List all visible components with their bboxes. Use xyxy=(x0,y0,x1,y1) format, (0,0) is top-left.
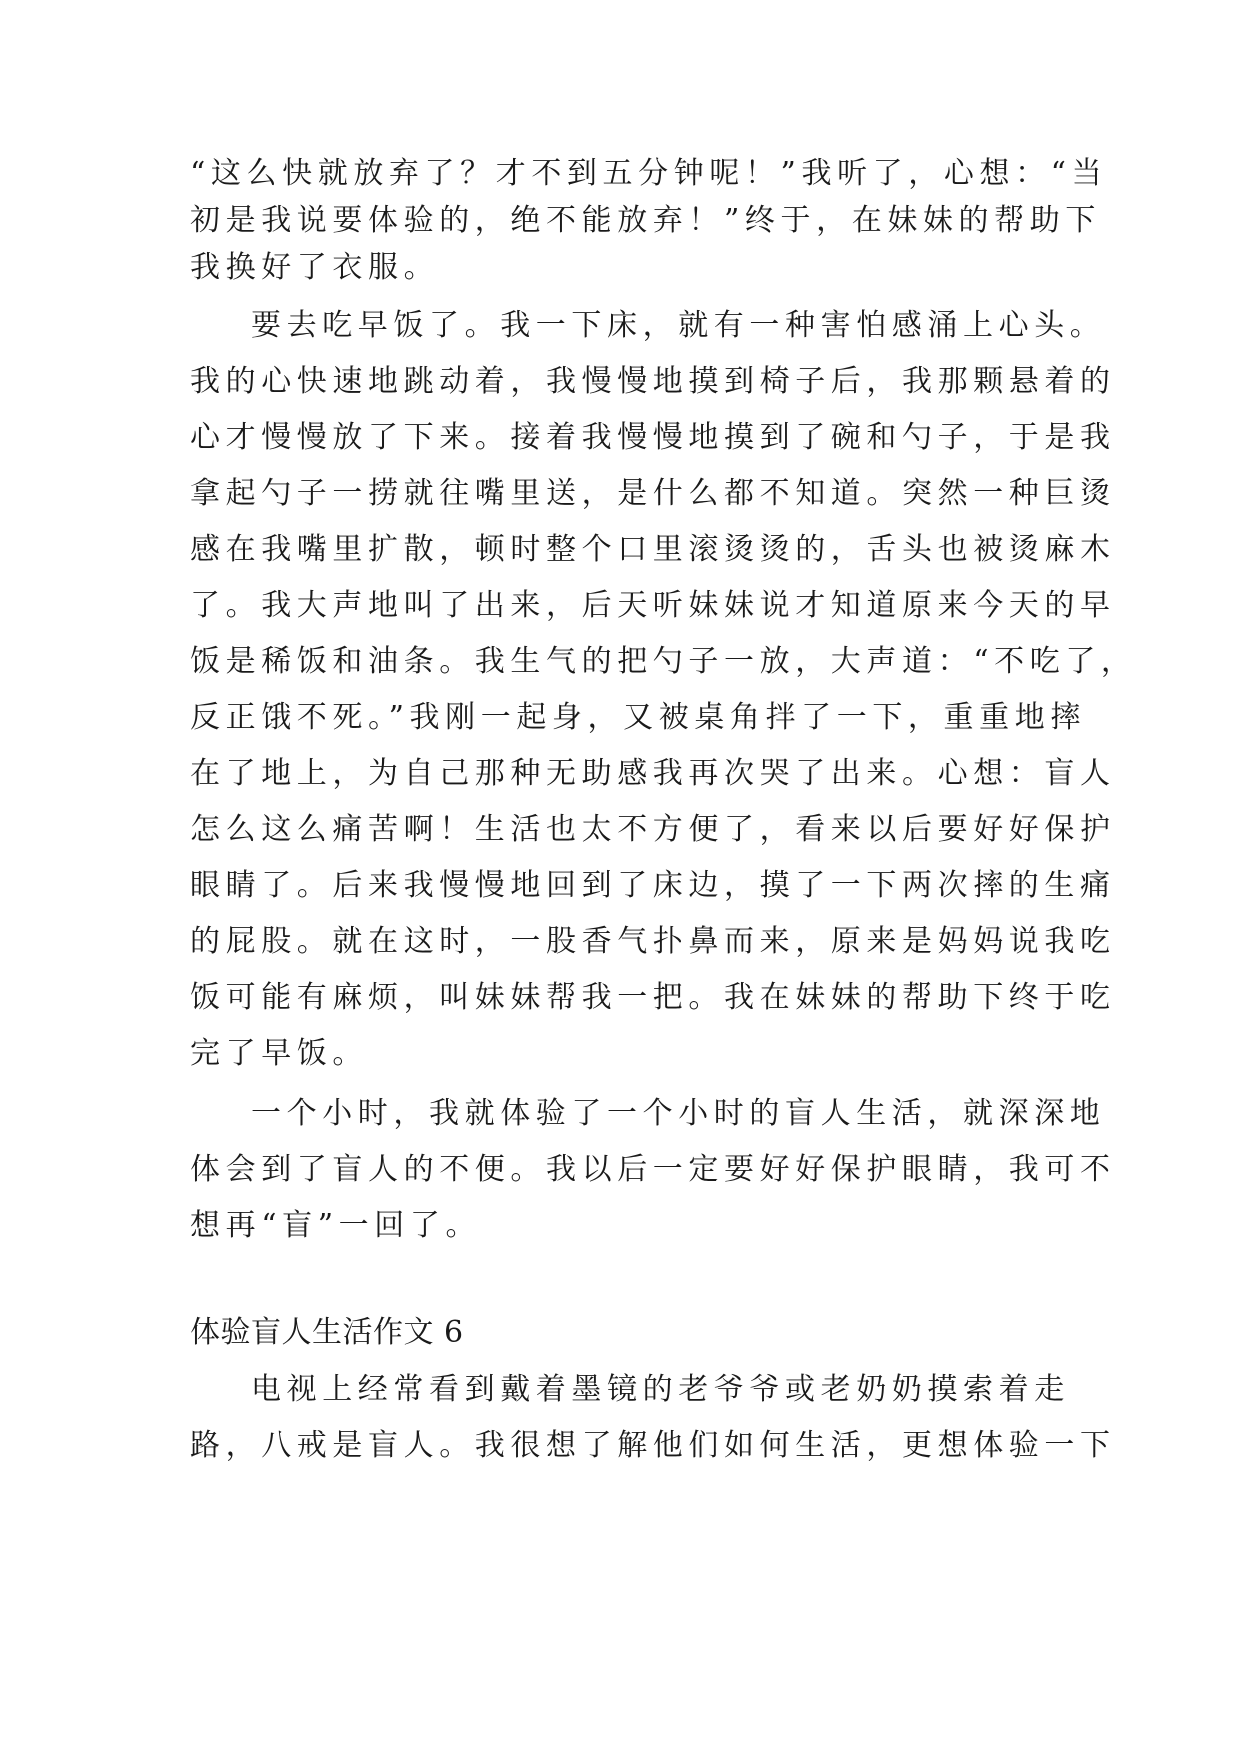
text-line: 路，八戒是盲人。我很想了解他们如何生活，更想体验一下 xyxy=(190,1428,1116,1463)
text-line: 完了早饭。 xyxy=(190,1036,368,1071)
text-line: 眼睛了。后来我慢慢地回到了床边，摸了一下两次摔的生痛 xyxy=(190,868,1116,903)
text-line: 心才慢慢放了下来。接着我慢慢地摸到了碗和勺子，于是我 xyxy=(190,420,1116,455)
text-line: 的屁股。就在这时，一股香气扑鼻而来，原来是妈妈说我吃 xyxy=(190,924,1116,959)
text-line: 我的心快速地跳动着，我慢慢地摸到椅子后，我那颗悬着的 xyxy=(190,364,1116,399)
text-line: 反正饿不死。”我刚一起身，又被桌角拌了一下，重重地摔 xyxy=(190,700,1086,735)
text-line: 一个小时，我就体验了一个小时的盲人生活，就深深地 xyxy=(251,1096,1106,1131)
text-line: 要去吃早饭了。我一下床，就有一种害怕感涌上心头。 xyxy=(251,308,1106,343)
text-line: 怎么这么痛苦啊！生活也太不方便了，看来以后要好好保护 xyxy=(190,812,1116,847)
text-line: “这么快就放弃了？才不到五分钟呢！”我听了，心想：“当 xyxy=(190,156,1108,191)
section-heading: 体验盲人生活作文 6 xyxy=(190,1315,464,1350)
text-line: 电视上经常看到戴着墨镜的老爷爷或老奶奶摸索着走 xyxy=(251,1372,1070,1407)
text-line: 体会到了盲人的不便。我以后一定要好好保护眼睛，我可不 xyxy=(190,1152,1116,1187)
text-line: 饭是稀饭和油条。我生气的把勺子一放，大声道：“不吃了， xyxy=(190,644,1137,679)
text-line: 我换好了衣服。 xyxy=(190,250,440,285)
text-line: 拿起勺子一捞就往嘴里送，是什么都不知道。突然一种巨烫 xyxy=(190,476,1116,511)
text-line: 了。我大声地叫了出来，后天听妹妹说才知道原来今天的早 xyxy=(190,588,1116,623)
text-line: 想再“盲”一回了。 xyxy=(190,1208,482,1243)
text-line: 感在我嘴里扩散，顿时整个口里滚烫烫的，舌头也被烫麻木 xyxy=(190,532,1116,567)
text-line: 饭可能有麻烦，叫妹妹帮我一把。我在妹妹的帮助下终于吃 xyxy=(190,980,1116,1015)
text-line: 初是我说要体验的，绝不能放弃！”终于，在妹妹的帮助下 xyxy=(190,203,1101,238)
text-line: 在了地上，为自己那种无助感我再次哭了出来。心想：盲人 xyxy=(190,756,1116,791)
